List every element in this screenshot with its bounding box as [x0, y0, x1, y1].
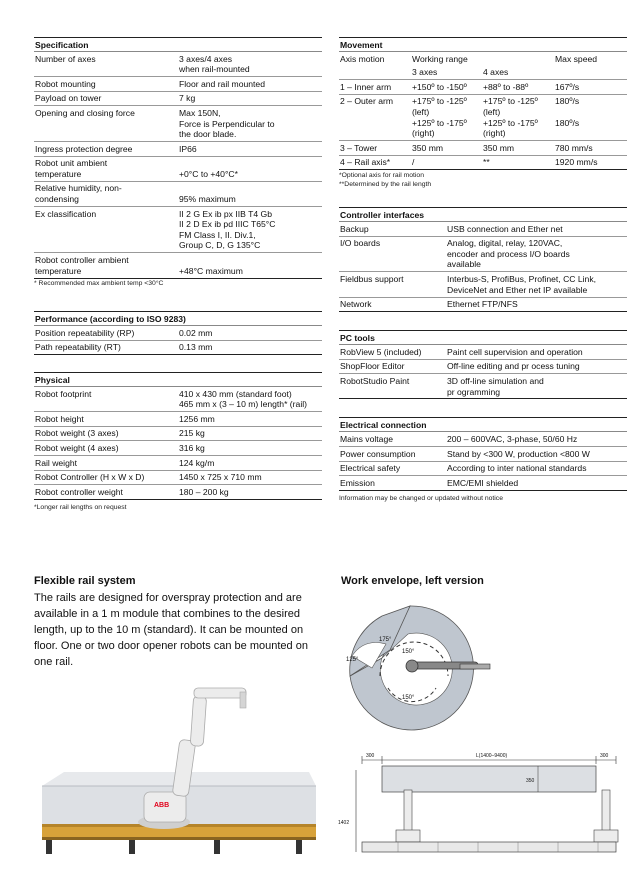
movement-row	[339, 155, 627, 170]
pctools-cell: Off-line editing and pr ocess tuning	[446, 359, 627, 374]
specification-cell: Number of axes	[34, 52, 178, 77]
electrical-heading: Electrical connection	[339, 417, 627, 432]
specification-cell: Robot controller ambient temperature	[34, 253, 178, 278]
specification-row	[34, 207, 322, 253]
movement-subheader-empty	[339, 66, 411, 80]
controller-cell: Backup	[339, 222, 446, 236]
controller-row	[339, 236, 627, 272]
movement-header-speed: Max speed	[555, 53, 598, 64]
controller-cell: Interbus-S, ProfiBus, Profinet, CC Link, DeviceNet and Ether net IP available	[446, 272, 627, 297]
electrical-cell: Mains voltage	[339, 432, 446, 446]
performance-cell: Position repeatability (RP)	[34, 326, 178, 340]
angle-175-label: 175°	[379, 637, 392, 643]
controller-table	[339, 222, 627, 312]
performance-row	[34, 340, 322, 355]
performance-row	[34, 326, 322, 340]
pctools-row	[339, 359, 627, 374]
pctools-row	[339, 374, 627, 399]
electrical-row	[339, 432, 627, 446]
physical-cell: 1256 mm	[178, 412, 322, 427]
movement-header-axis: Axis motion	[340, 53, 385, 64]
movement-cell: +88º to -88º	[482, 80, 554, 95]
specification-row	[34, 142, 322, 157]
electrical-cell: According to inter national standards	[446, 461, 627, 476]
rail-title: Flexible rail system	[34, 575, 136, 587]
movement-cell: 180º/s 180º/s	[554, 94, 627, 140]
rail-body: The rails are designed for overspray protection and are available in a 1 m module that combines to the desired length, up to the 10 m (standard). It can be mounted on floor. One or two door opener robots can be mounted on one rail.	[34, 592, 308, 668]
physical-cell: 1450 x 725 x 710 mm	[178, 470, 322, 485]
movement-cell: 1920 mm/s	[554, 155, 627, 170]
pctools-cell: RobView 5 (included)	[339, 345, 446, 359]
movement-cell: /	[411, 155, 482, 170]
controller-row	[339, 297, 627, 312]
movement-cell: +175º to -125º (left) +125º to -175º (right)	[411, 94, 482, 140]
movement-cell: **	[482, 155, 554, 170]
pctools-heading: PC tools	[339, 330, 627, 345]
right-column	[339, 37, 627, 503]
movement-row	[339, 141, 627, 156]
physical-row	[34, 412, 322, 427]
specification-row	[34, 91, 322, 106]
movement-subheader-speed-empty	[554, 66, 627, 80]
electrical-cell: Power consumption	[339, 447, 446, 462]
performance-heading: Performance (according to ISO 9283)	[34, 311, 322, 326]
movement-note-1: *Optional axis for rail motion	[339, 172, 424, 180]
controller-cell: Analog, digital, relay, 120VAC, encoder and process I/O boards available	[446, 236, 627, 272]
physical-cell: 215 kg	[178, 426, 322, 441]
specification-cell: Floor and rail mounted	[178, 77, 322, 92]
specification-row	[34, 106, 322, 142]
physical-note: *Longer rail lengths on request	[34, 503, 127, 511]
specification-cell: IP66	[178, 142, 322, 157]
specification-row	[34, 52, 322, 77]
physical-cell: Robot height	[34, 412, 178, 427]
dim-350: 350	[526, 778, 535, 784]
performance-table	[34, 326, 322, 355]
specification-cell: Max 150N, Force is Perpendicular to the door blade.	[178, 106, 322, 142]
specification-cell: 7 kg	[178, 91, 322, 106]
movement-cell: 2 – Outer arm	[339, 94, 411, 140]
pctools-cell: ShopFloor Editor	[339, 359, 446, 374]
controller-row	[339, 222, 627, 236]
angle-150-bottom-label: 150°	[402, 695, 415, 701]
physical-row	[34, 456, 322, 471]
physical-table	[34, 387, 322, 500]
electrical-cell: Electrical safety	[339, 461, 446, 476]
dim-length: L(1400–9400)	[476, 753, 508, 759]
physical-cell: Robot footprint	[34, 387, 178, 412]
specification-cell: Relative humidity, non- condensing	[34, 181, 178, 206]
dim-1402: 1402	[338, 820, 350, 826]
specification-cell: +48°C maximum	[178, 253, 322, 278]
specification-row	[34, 156, 322, 181]
movement-note-2: **Determined by the rail length	[339, 180, 432, 188]
physical-row	[34, 387, 322, 412]
controller-heading: Controller interfaces	[339, 207, 627, 222]
controller-cell: Ethernet FTP/NFS	[446, 297, 627, 312]
specification-cell: 3 axes/4 axes when rail-mounted	[178, 52, 322, 77]
specification-cell: Ex classification	[34, 207, 178, 253]
physical-cell: Robot weight (4 axes)	[34, 441, 178, 456]
specification-cell: Opening and closing force	[34, 106, 178, 142]
specification-cell: Robot unit ambient temperature	[34, 156, 178, 181]
specification-cell: II 2 G Ex ib px IIB T4 Gb II 2 D Ex ib pd IIIC T65°C FM Class I, II. Div.1, Group C, D, G 135°C	[178, 207, 322, 253]
movement-cell: 1 – Inner arm	[339, 80, 411, 95]
specification-cell: Ingress protection degree	[34, 142, 178, 157]
movement-cell: 167º/s	[554, 80, 627, 95]
physical-cell: 410 x 430 mm (standard foot) 465 mm x (3 – 10 m) length* (rail)	[178, 387, 322, 412]
dim-300-left: 300	[366, 753, 375, 759]
physical-cell: Rail weight	[34, 456, 178, 471]
movement-row	[339, 80, 627, 95]
rail-section	[34, 575, 324, 670]
physical-row	[34, 470, 322, 485]
physical-cell: Robot Controller (H x W x D)	[34, 470, 178, 485]
specification-heading: Specification	[34, 37, 322, 52]
movement-cell: +150º to -150º	[411, 80, 482, 95]
electrical-table	[339, 432, 627, 490]
movement-table	[339, 52, 627, 170]
electrical-row	[339, 447, 627, 462]
physical-cell: 316 kg	[178, 441, 322, 456]
movement-cell: 350 mm	[411, 141, 482, 156]
specification-row	[34, 253, 322, 278]
movement-cell: +175º to -125º (left) +125º to -175º (right)	[482, 94, 554, 140]
electrical-cell: 200 – 600VAC, 3-phase, 50/60 Hz	[446, 432, 627, 446]
movement-subheader-4axes: 4 axes	[482, 66, 554, 80]
specification-row	[34, 181, 322, 206]
physical-heading: Physical	[34, 372, 322, 387]
dim-300-right: 300	[600, 753, 609, 759]
physical-cell: Robot weight (3 axes)	[34, 426, 178, 441]
physical-row	[34, 426, 322, 441]
abb-logo: ABB	[154, 802, 170, 809]
controller-cell: Fieldbus support	[339, 272, 446, 297]
specification-cell: Payload on tower	[34, 91, 178, 106]
specification-cell: Robot mounting	[34, 77, 178, 92]
physical-cell: Robot controller weight	[34, 485, 178, 500]
movement-heading: Movement	[339, 37, 627, 52]
physical-row	[34, 485, 322, 500]
electrical-row	[339, 476, 627, 491]
controller-cell: Network	[339, 297, 446, 312]
envelope-title: Work envelope, left version	[341, 575, 484, 587]
performance-cell: 0.13 mm	[178, 340, 322, 355]
controller-cell: USB connection and Ether net	[446, 222, 627, 236]
electrical-cell: EMC/EMI shielded	[446, 476, 627, 491]
pctools-row	[339, 345, 627, 359]
angle-150-top-label: 150°	[402, 649, 415, 655]
physical-cell: 180 – 200 kg	[178, 485, 322, 500]
left-column	[34, 37, 322, 512]
specification-cell: +0°C to +40°C*	[178, 156, 322, 181]
electrical-cell: Stand by <300 W, production <800 W	[446, 447, 627, 462]
movement-header-range: Working range	[412, 53, 468, 64]
angle-125-label: 125°	[346, 657, 359, 663]
electrical-note: Information may be changed or updated without notice	[339, 494, 503, 502]
movement-header-empty	[482, 52, 554, 66]
electrical-cell: Emission	[339, 476, 446, 491]
pctools-table	[339, 345, 627, 399]
physical-cell: 124 kg/m	[178, 456, 322, 471]
pctools-cell: RobotStudio Paint	[339, 374, 446, 399]
movement-cell: 780 mm/s	[554, 141, 627, 156]
controller-cell: I/O boards	[339, 236, 446, 272]
specification-note: * Recommended max ambient temp <30°C	[34, 279, 164, 287]
electrical-row	[339, 461, 627, 476]
specification-table	[34, 52, 322, 279]
movement-cell: 3 – Tower	[339, 141, 411, 156]
movement-cell: 4 – Rail axis*	[339, 155, 411, 170]
specification-cell: 95% maximum	[178, 181, 322, 206]
movement-cell: 350 mm	[482, 141, 554, 156]
performance-cell: 0.02 mm	[178, 326, 322, 340]
movement-row	[339, 94, 627, 140]
movement-subheader-3axes: 3 axes	[411, 66, 482, 80]
work-envelope-top-view	[342, 598, 492, 738]
work-envelope-side-view	[338, 750, 630, 860]
controller-row	[339, 272, 627, 297]
performance-cell: Path repeatability (RT)	[34, 340, 178, 355]
pctools-cell: 3D off-line simulation and pr ogramming	[446, 374, 627, 399]
pctools-cell: Paint cell supervision and operation	[446, 345, 627, 359]
rail-robot-illustration	[34, 680, 324, 858]
specification-row	[34, 77, 322, 92]
physical-row	[34, 441, 322, 456]
